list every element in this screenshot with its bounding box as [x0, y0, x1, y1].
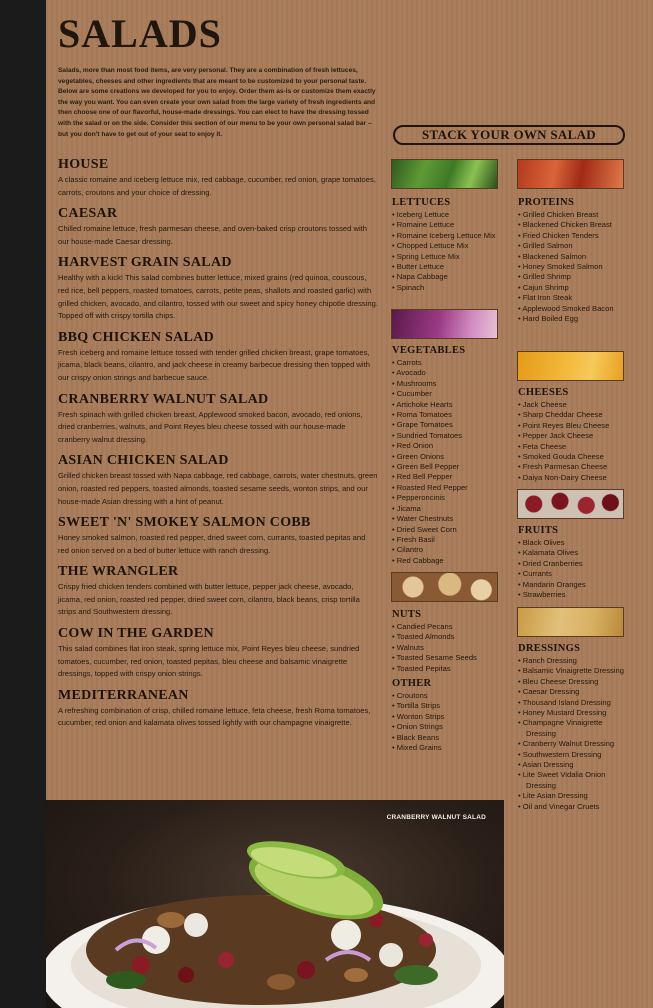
vegetables-section — [392, 345, 497, 566]
salad-description: Crispy fried chicken tenders combined with butter lettuce, pepper jack cheese, avocado, jicama, red onion, roasted red pepper, dried sweet corn, cilantro, black beans, crisp tortilla strips and Southwestern dressing. — [58, 582, 360, 617]
list-item: • Blackened Salmon — [518, 252, 628, 262]
list-item: • Jack Cheese — [518, 400, 628, 410]
list-item: • Daiya Non-Dairy Cheese — [518, 473, 628, 483]
salad-item — [58, 156, 378, 199]
photo-caption: CRANBERRY WALNUT SALAD — [386, 814, 486, 821]
lettuces-list — [392, 210, 497, 293]
list-item: • Feta Cheese — [518, 442, 628, 452]
nuts-list — [392, 622, 497, 674]
list-item: • Red Bell Pepper — [392, 472, 497, 482]
list-item: • Black Olives — [518, 538, 628, 548]
cranberry-walnut-salad-photo — [46, 800, 504, 1008]
dressings-heading: DRESSINGS — [518, 643, 581, 654]
cheeses-heading: CHEESES — [518, 387, 569, 398]
list-item: • Cajun Shrimp — [518, 283, 628, 293]
list-item: • Fresh Basil — [392, 535, 497, 545]
fruits-heading: FRUITS — [518, 525, 559, 536]
proteins-list — [518, 210, 628, 324]
salad-name: ASIAN CHICKEN SALAD — [58, 453, 229, 469]
salad-name: HARVEST GRAIN SALAD — [58, 255, 232, 271]
list-item: • Romaine Iceberg Lettuce Mix — [392, 231, 497, 241]
list-item: • Kalamata Olives — [518, 548, 628, 558]
list-item: • Jicama — [392, 504, 497, 514]
nuts-photo — [391, 572, 498, 602]
list-item: • Mushrooms — [392, 379, 497, 389]
list-item: • Tortilla Strips — [392, 701, 497, 711]
salad-name: COW IN THE GARDEN — [58, 626, 214, 642]
list-item: • Toasted Sesame Seeds — [392, 653, 497, 663]
list-item: • Green Bell Pepper — [392, 462, 497, 472]
left-dark-border — [0, 0, 46, 1008]
salad-description: Fresh iceberg and romaine lettuce tossed with tender grilled chicken breast, grape tomatoes, jicama, black beans, cilantro, and jack cheese in creamy barbecue dressing then topped with our crispy onion strings and barbecue sauce. — [58, 347, 370, 382]
salad-description: Grilled chicken breast tossed with Napa cabbage, red cabbage, carrots, water chestnuts, green onion, roasted red peppers, toasted almonds, toasted sesame seeds, wonton strips, and our house-made Asian dressing with a hint of peanut. — [58, 471, 378, 506]
salad-description: Healthy with a kick! This salad combines butter lettuce, mixed grains (red quinoa, couscous, red rice, bell peppers, roasted tomatoes, carrots, petite peas, shallots and roasted garlic) with grilled chicken, avocado, and cilantro, tossed with our sweet and spicy honey chipotle dressing. Topped off with crispy tortilla chips. — [58, 273, 378, 321]
nuts-heading: NUTS — [392, 609, 422, 620]
lettuce-photo — [391, 159, 498, 189]
list-item: • Grilled Chicken Breast — [518, 210, 628, 220]
salad-description: Honey smoked salmon, roasted red pepper, dried sweet corn, currants, toasted pepitas and red onion served on a bed of butter lettuce with ranch dressing. — [58, 533, 366, 555]
list-item: • Sundried Tomatoes — [392, 431, 497, 441]
list-item: • Balsamic Vinaigrette Dressing — [518, 666, 628, 676]
list-item: • Blackened Chicken Breast — [518, 220, 628, 230]
list-item: • Honey Smoked Salmon — [518, 262, 628, 272]
list-item: • Dried Cranberries — [518, 559, 628, 569]
salad-item — [58, 687, 378, 730]
list-item: • Onion Strings — [392, 722, 497, 732]
salad-item — [58, 625, 378, 681]
stack-your-own-salad-banner: STACK YOUR OWN SALAD — [393, 125, 625, 145]
salad-description: Chilled romaine lettuce, fresh parmesan cheese, and oven-baked crisp croutons tossed with our house-made Caesar dressing. — [58, 224, 367, 246]
list-item: • Currants — [518, 569, 628, 579]
list-item: • Water Chestnuts — [392, 514, 497, 524]
list-item: • Grape Tomatoes — [392, 420, 497, 430]
list-item: • Black Beans — [392, 733, 497, 743]
list-item: • Caesar Dressing — [518, 687, 628, 697]
list-item: • Oil and Vinegar Cruets — [518, 802, 628, 812]
dressings-photo — [517, 607, 624, 637]
list-item: • Red Onion — [392, 441, 497, 451]
list-item: • Spinach — [392, 283, 497, 293]
list-item: • Iceberg Lettuce — [392, 210, 497, 220]
list-item: • Wonton Strips — [392, 712, 497, 722]
list-item: • Cranberry Walnut Dressing — [518, 739, 628, 749]
dressings-section — [518, 643, 628, 812]
list-item: • Honey Mustard Dressing — [518, 708, 628, 718]
list-item: • Fried Chicken Tenders — [518, 231, 628, 241]
salad-name: CAESAR — [58, 206, 118, 222]
salad-name: THE WRANGLER — [58, 564, 179, 580]
list-item: • Roma Tomatoes — [392, 410, 497, 420]
list-item: • Bleu Cheese Dressing — [518, 677, 628, 687]
list-item: • Applewood Smoked Bacon — [518, 304, 628, 314]
list-item: • Mixed Grains — [392, 743, 497, 753]
list-item: • Thousand Island Dressing — [518, 698, 628, 708]
list-item: • Grilled Salmon — [518, 241, 628, 251]
list-item: • Toasted Pepitas — [392, 664, 497, 674]
list-item: • Roasted Red Pepper — [392, 483, 497, 493]
list-item: • Sharp Cheddar Cheese — [518, 410, 628, 420]
list-item: • Candied Pecans — [392, 622, 497, 632]
salad-item — [58, 452, 378, 508]
list-item: • Fresh Parmesan Cheese — [518, 462, 628, 472]
list-item: • Cucumber — [392, 389, 497, 399]
vegetables-list — [392, 358, 497, 566]
salad-item — [58, 205, 378, 248]
list-item: • Artichoke Hearts — [392, 400, 497, 410]
other-section — [392, 678, 497, 753]
list-item: • Lite Sweet Vidalia Onion Dressing — [518, 770, 628, 791]
list-item: • Strawberries — [518, 590, 628, 600]
list-item: • Point Reyes Bleu Cheese — [518, 421, 628, 431]
list-item: • Red Cabbage — [392, 556, 497, 566]
vegetables-heading: VEGETABLES — [392, 345, 466, 356]
salad-name: CRANBERRY WALNUT SALAD — [58, 391, 269, 407]
salad-description: A classic romaine and iceberg lettuce mix, red cabbage, cucumber, red onion, grape tomatoes, carrots, croutons and your choice of dressing. — [58, 175, 376, 197]
list-item: • Pepperoncinis — [392, 493, 497, 503]
list-item: • Cilantro — [392, 545, 497, 555]
proteins-heading: PROTEINS — [518, 197, 575, 208]
fruits-list — [518, 538, 628, 600]
list-item: • Lite Asian Dressing — [518, 791, 628, 801]
cheeses-photo — [517, 351, 624, 381]
salad-item — [58, 563, 378, 619]
list-item: • Croutons — [392, 691, 497, 701]
list-item: • Southwestern Dressing — [518, 750, 628, 760]
list-item: • Flat Iron Steak — [518, 293, 628, 303]
fruits-photo — [517, 489, 624, 519]
list-item: • Grilled Shrimp — [518, 272, 628, 282]
salad-list — [58, 156, 378, 736]
vegetables-photo — [391, 309, 498, 339]
list-item: • Spring Lettuce Mix — [392, 252, 497, 262]
proteins-section — [518, 197, 628, 324]
salad-name: HOUSE — [58, 157, 109, 172]
list-item: • Walnuts — [392, 643, 497, 653]
lettuces-section — [392, 197, 497, 293]
nuts-section — [392, 609, 497, 674]
salad-name: BBQ CHICKEN SALAD — [58, 329, 215, 345]
list-item: • Mandarin Oranges — [518, 580, 628, 590]
list-item: • Carrots — [392, 358, 497, 368]
salad-description: A refreshing combination of crisp, chilled romaine lettuce, feta cheese, fresh Roma tomatoes, cucumber, red onion and kalamata olives tossed lightly with our champagne vinaigrette. — [58, 705, 371, 728]
list-item: • Napa Cabbage — [392, 272, 497, 282]
salad-name: MEDITERRANEAN — [58, 687, 189, 703]
proteins-photo — [517, 159, 624, 189]
list-item: • Avocado — [392, 368, 497, 378]
list-item: • Dried Sweet Corn — [392, 525, 497, 535]
list-item: • Butter Lettuce — [392, 262, 497, 272]
other-heading: OTHER — [392, 678, 432, 689]
cheeses-list — [518, 400, 628, 483]
list-item: • Ranch Dressing — [518, 656, 628, 666]
salad-item — [58, 391, 378, 447]
cheeses-section — [518, 387, 628, 483]
list-item: • Green Onions — [392, 452, 497, 462]
page-title: SALADS — [58, 11, 222, 56]
salad-name: SWEET 'N' SMOKEY SALMON COBB — [58, 515, 311, 531]
list-item: • Chopped Lettuce Mix — [392, 241, 497, 251]
salad-item — [58, 254, 378, 322]
list-item: • Hard Boiled Egg — [518, 314, 628, 324]
intro-paragraph: Salads, more than most food items, are very personal. They are a combination of fresh lettuces, vegetables, cheeses and other ingredients that are meant to be customized to your personal taste. Below are some creations we developed for you to enjoy. Order them as-is or customize them exactly the way you want. You can even create your own salad from the large variety of fresh ingredients and then choose one of our flavorful, house-made dressings. You can elect to have the dressing tossed with the salad or on the side. Consider this section of our menu to be your own personal salad bar – but you don't have to get out of your seat to enjoy it. — [58, 67, 376, 138]
list-item: • Champagne Vinaigrette Dressing — [518, 718, 628, 739]
salad-bowl-illustration — [46, 800, 504, 1008]
salad-item — [58, 329, 378, 385]
salad-item — [58, 514, 378, 557]
dressings-list — [518, 656, 628, 812]
list-item: • Romaine Lettuce — [392, 220, 497, 230]
other-list — [392, 691, 497, 753]
list-item: • Toasted Almonds — [392, 632, 497, 642]
list-item: • Smoked Gouda Cheese — [518, 452, 628, 462]
list-item: • Asian Dressing — [518, 760, 628, 770]
lettuces-heading: LETTUCES — [392, 197, 451, 208]
salad-description: This salad combines flat iron steak, spring lettuce mix, Point Reyes bleu cheese, sundried tomatoes, cucumber, red onion, toasted pepitas, bleu cheese and balsamic vinaigrette dressings, topped with crispy onion strings. — [58, 644, 360, 679]
salad-description: Fresh spinach with grilled chicken breast, Applewood smoked bacon, avocado, red onions, dried cranberries, walnuts, and Point Reyes bleu cheese tossed with our house-made cranberry walnut dressing. — [58, 409, 363, 444]
fruits-section — [518, 525, 628, 600]
list-item: • Pepper Jack Cheese — [518, 431, 628, 441]
